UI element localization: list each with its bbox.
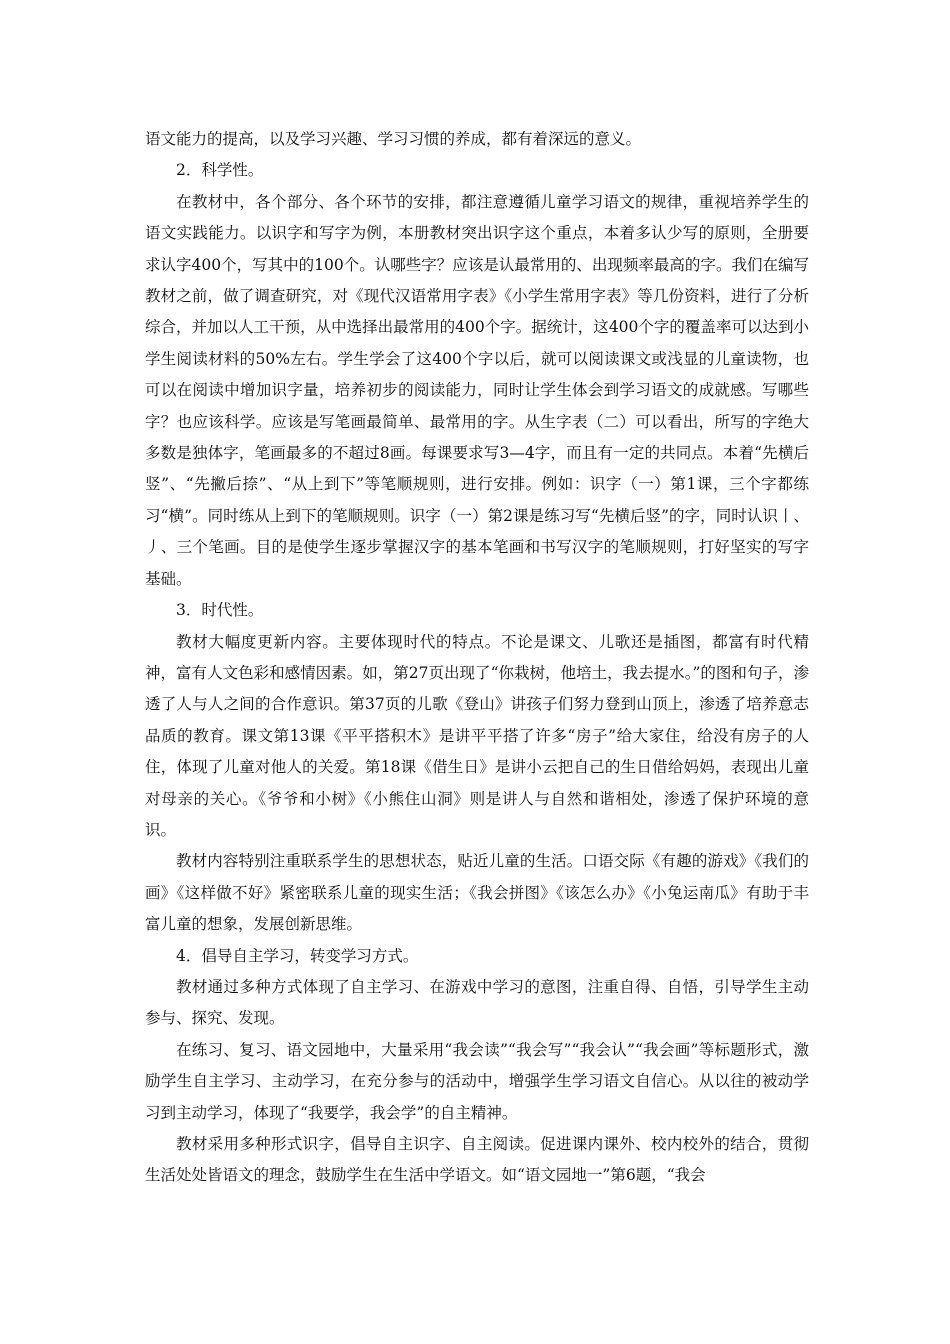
paragraph-body: 在教材中，各个部分、各个环节的安排，都注意遵循儿童学习语文的规律，重视培养学生的语文实践能力。以识字和写字为例，本册教材突出识字这个重点，本着多认少写的原则，全册要求认字400个，写其中的100个。认哪些字？应该是认最常用的、出现频率最高的字。我们在编写教材之前，做了调查研究，对《现代汉语常用字表》《小学生常用字表》等几份资料，进行了分析综合，并加以人工干预，从中选择出最常用的400个字。据统计，这400个字的覆盖率可以达到小学生阅读材料的50%左右。学生学会了这400个字以后，就可以阅读课文或浅显的儿童读物，也可以在阅读中增加识字量，培养初步的阅读能力，同时让学生体会到学习语文的成就感。写哪些字？也应该科学。应该是写笔画最简单、最常用的字。从生字表（二）可以看出，所写的字绝大多数是独体字，笔画最多的不超过8画。每课要求写3—4字，而且有一定的共同点。本着“先横后竖”、“先撇后捺”、“从上到下”等笔顺规则，进行安排。例如：识字（一）第1课，三个字都练习“横”。同时练从上到下的笔顺规则。识字（一）第2课是练习写“先横后竖”的字，同时认识丨、丿、三个笔画。目的是使学生逐步掌握汉字的基本笔画和书写汉字的笔顺规则，打好坚实的写字基础。 bbox=[145, 192, 809, 588]
section-heading-contemporary: 3．时代性。 bbox=[176, 601, 264, 620]
document-page bbox=[145, 124, 809, 1192]
paragraph-body: 教材通过多种方式体现了自主学习、在游戏中学习的意图，注重自得、自悟，引导学生主动参与、探究、发现。 bbox=[145, 977, 809, 1028]
paragraph-body: 教材大幅度更新内容。主要体现时代的特点。不论是课文、儿歌还是插图，都富有时代精神，富有人文色彩和感情因素。如，第27页出现了“你栽树，他培土，我去提水。”的图和句子，渗透了人与人之间的合作意识。第37页的儿歌《登山》讲孩子们努力登到山顶上，渗透了培养意志品质的教育。课文第13课《平平搭积木》是讲平平搭了许多“房子”给大家住，给没有房子的人住，体现了儿童对他人的关爱。第18课《借生日》是讲小云把自己的生日借给妈妈，表现出儿童对母亲的关心。《爷爷和小树》《小熊住山洞》则是讲人与自然和谐相处，渗透了保护环境的意识。 bbox=[145, 632, 809, 839]
paragraph-body: 教材内容特别注重联系学生的思想状态，贴近儿童的生活。口语交际《有趣的游戏》《我们的画》《这样做不好》紧密联系儿童的现实生活；《我会拼图》《该怎么办》《小兔运南瓜》有助于丰富儿童的想象，发展创新思维。 bbox=[145, 852, 809, 934]
section-heading-scientific: 2．科学性。 bbox=[176, 161, 264, 180]
section-heading-autonomous-learning: 4．倡导自主学习，转变学习方式。 bbox=[176, 946, 419, 965]
paragraph-body: 教材采用多种形式识字，倡导自主识字、自主阅读。促进课内课外、校内校外的结合，贯彻生活处处皆语文的理念，鼓励学生在生活中学语文。如“语文园地一”第6题，“我会 bbox=[145, 1135, 809, 1185]
paragraph-continuation: 语文能力的提高，以及学习兴趣、学习习惯的养成，都有着深远的意义。 bbox=[145, 130, 642, 148]
paragraph-body: 在练习、复习、语文园地中，大量采用“我会读”“我会写”“我会认”“我会画”等标题形式，激励学生自主学习、主动学习，在充分参与的活动中，增强学生学习语文自信心。从以往的被动学习到主动学习，体现了“我要学，我会学”的自主精神。 bbox=[145, 1040, 809, 1122]
